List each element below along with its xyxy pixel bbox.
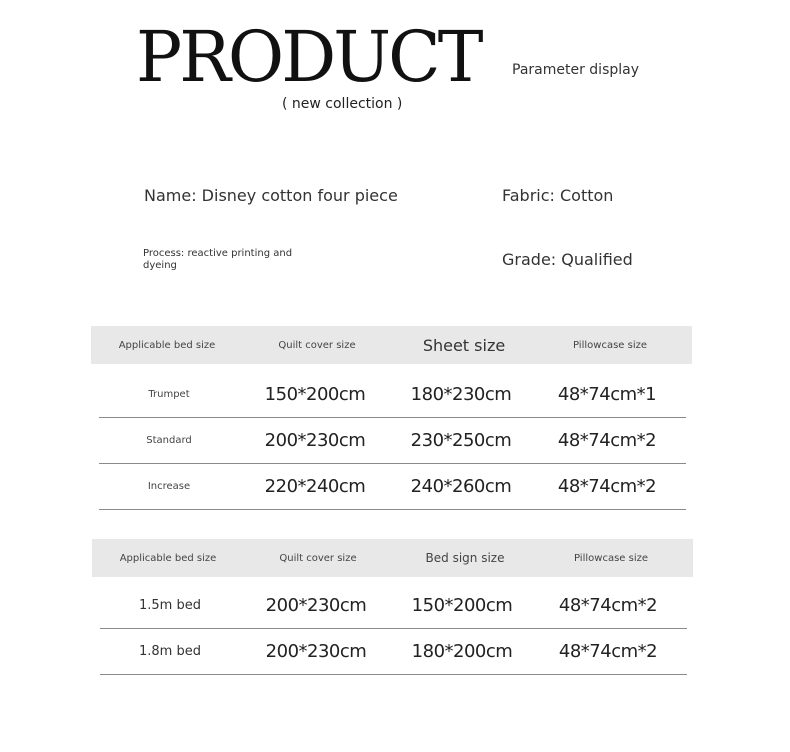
header-cell: Quilt cover size [278, 339, 356, 351]
table-cell: Increase [147, 481, 191, 492]
param-process: Process: reactive printing and dyeing [143, 248, 293, 271]
collection-caption: ( new collection ) [282, 96, 403, 112]
table-cell: 150*200cm [411, 595, 513, 616]
param-fabric: Fabric: Cotton [502, 186, 614, 205]
table-cell: 48*74cm*2 [558, 641, 658, 662]
table-cell: 180*200cm [411, 641, 513, 662]
table-cell: 48*74cm*1 [557, 384, 657, 405]
table-cell: 48*74cm*2 [558, 595, 658, 616]
table-row [99, 464, 686, 510]
table-row [99, 418, 686, 464]
table-cell: 200*230cm [265, 641, 367, 662]
header-cell: Applicable bed size [118, 339, 216, 351]
table-header [92, 539, 693, 577]
header-cell: Pillowcase size [574, 552, 648, 564]
table-cell: 1.5m bed [139, 598, 201, 613]
param-grade: Grade: Qualified [502, 250, 633, 269]
table-header [91, 326, 692, 364]
param-name: Name: Disney cotton four piece [144, 186, 398, 205]
table-cell: 180*230cm [410, 384, 512, 405]
size-table-2 [92, 539, 693, 675]
table-cell: 240*260cm [410, 476, 512, 497]
table-cell: 200*230cm [264, 430, 366, 451]
table-cell: 200*230cm [265, 595, 367, 616]
header-cell: Quilt cover size [279, 552, 357, 564]
header-cell: Bed sign size [425, 551, 505, 565]
table-cell: 1.8m bed [139, 644, 201, 659]
table-cell: Trumpet [148, 389, 190, 400]
table-cell: 48*74cm*2 [557, 476, 657, 497]
table-cell: 220*240cm [264, 476, 366, 497]
size-table-1 [91, 326, 692, 510]
page-subtitle: Parameter display [512, 62, 639, 78]
table-row [100, 583, 687, 629]
table-cell: 230*250cm [410, 430, 512, 451]
page-title: PRODUCT [136, 16, 481, 98]
table-row [99, 372, 686, 418]
table-cell: Standard [146, 435, 192, 446]
table-cell: 48*74cm*2 [557, 430, 657, 451]
header-cell: Sheet size [422, 335, 506, 355]
table-row [100, 629, 687, 675]
header-cell: Pillowcase size [573, 339, 647, 351]
header-cell: Applicable bed size [119, 552, 217, 564]
table-cell: 150*200cm [264, 384, 366, 405]
